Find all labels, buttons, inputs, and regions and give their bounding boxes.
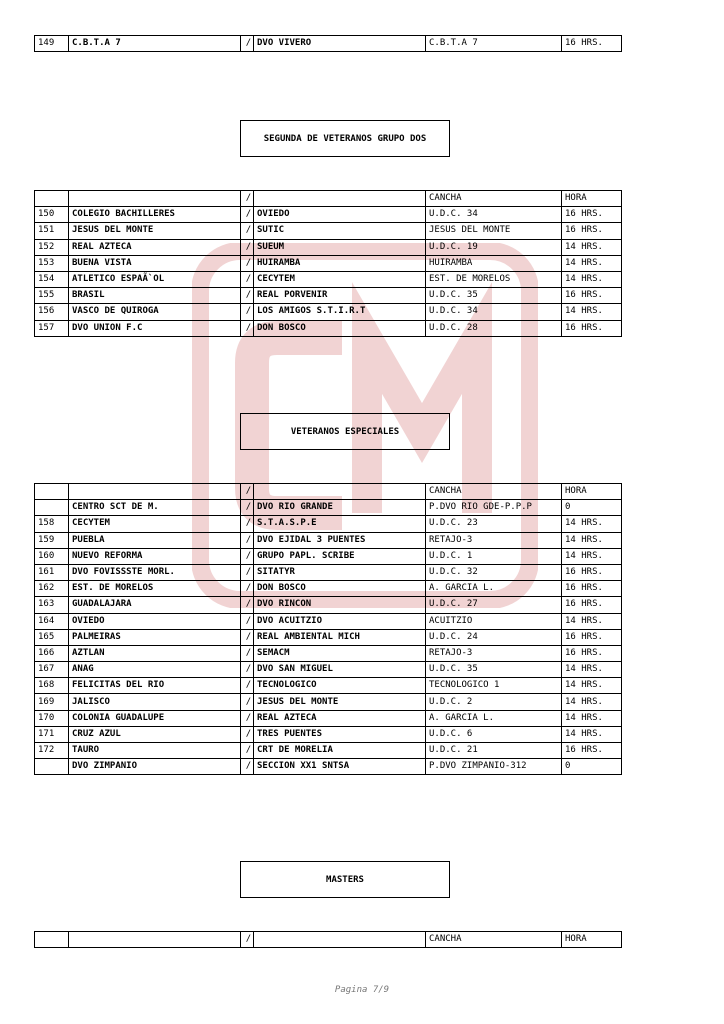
section-title-segunda-veteranos: SEGUNDA DE VETERANOS GRUPO DOS: [240, 120, 450, 157]
table-row: [35, 548, 622, 564]
table-row: [35, 726, 622, 742]
away-team-cell: TECNOLOGICO: [254, 678, 426, 694]
table-row: [35, 304, 622, 320]
home-team-cell: JESUS DEL MONTE: [69, 223, 241, 239]
table-row: [35, 516, 622, 532]
match-number-cell: [35, 500, 69, 516]
table-row: [35, 239, 622, 255]
home-team-cell: EST. DE MORELOS: [69, 581, 241, 597]
match-number-cell: 154: [35, 271, 69, 287]
time-cell: 16 HRS.: [562, 223, 622, 239]
page-footer: Pagina 7/9: [334, 985, 390, 995]
match-number-cell: [35, 191, 69, 207]
table-row: [35, 271, 622, 287]
match-number-cell: 158: [35, 516, 69, 532]
away-team-cell: JESUS DEL MONTE: [254, 694, 426, 710]
home-team-cell: BUENA VISTA: [69, 255, 241, 271]
away-team-cell: CRT DE MORELIA: [254, 743, 426, 759]
separator-cell: /: [241, 548, 254, 564]
table-row: [35, 532, 622, 548]
venue-cell: U.D.C. 34: [426, 207, 562, 223]
home-team-cell: COLONIA GUADALUPE: [69, 710, 241, 726]
away-team-cell: SITATYR: [254, 564, 426, 580]
time-cell: 14 HRS.: [562, 304, 622, 320]
time-cell: 16 HRS.: [562, 207, 622, 223]
away-team-cell: DVO SAN MIGUEL: [254, 662, 426, 678]
venue-cell: ACUITZIO: [426, 613, 562, 629]
venue-cell: A. GARCIA L.: [426, 710, 562, 726]
match-number-cell: 168: [35, 678, 69, 694]
away-team-cell: REAL AZTECA: [254, 710, 426, 726]
table-row: [35, 320, 622, 336]
match-number-cell: [35, 484, 69, 500]
away-team-cell: REAL PORVENIR: [254, 288, 426, 304]
time-cell: 14 HRS.: [562, 710, 622, 726]
match-number-cell: 151: [35, 223, 69, 239]
away-team-cell: SUTIC: [254, 223, 426, 239]
venue-cell: RETAJO-3: [426, 645, 562, 661]
masters-table: [34, 931, 622, 948]
match-number-cell: 153: [35, 255, 69, 271]
venue-cell: P.DVO RIO GDE-P.P.P: [426, 500, 562, 516]
table-row: [35, 694, 622, 710]
home-team-cell: [69, 191, 241, 207]
table-row: [35, 255, 622, 271]
match-number-cell: 155: [35, 288, 69, 304]
separator-cell: /: [241, 500, 254, 516]
venue-cell: U.D.C. 23: [426, 516, 562, 532]
venue-cell: TECNOLOGICO 1: [426, 678, 562, 694]
time-cell: 16 HRS.: [562, 645, 622, 661]
home-team-cell: ANAG: [69, 662, 241, 678]
match-number-cell: [35, 932, 69, 948]
venue-cell: U.D.C. 6: [426, 726, 562, 742]
separator-cell: /: [241, 743, 254, 759]
time-cell: 16 HRS.: [562, 320, 622, 336]
time-cell: 16 HRS.: [562, 629, 622, 645]
home-team-cell: CRUZ AZUL: [69, 726, 241, 742]
separator-cell: /: [241, 532, 254, 548]
home-team-cell: OVIEDO: [69, 613, 241, 629]
time-cell: 0: [562, 759, 622, 775]
match-number-cell: 167: [35, 662, 69, 678]
home-team-cell: DVO ZIMPANIO: [69, 759, 241, 775]
home-team-cell: CENTRO SCT DE M.: [69, 500, 241, 516]
separator-cell: /: [241, 288, 254, 304]
time-cell: 14 HRS.: [562, 548, 622, 564]
home-team-cell: TAURO: [69, 743, 241, 759]
match-number-cell: 157: [35, 320, 69, 336]
time-cell: 16 HRS.: [562, 564, 622, 580]
table-header-row: [35, 484, 622, 500]
away-team-cell: SECCION XX1 SNTSA: [254, 759, 426, 775]
away-team-cell: OVIEDO: [254, 207, 426, 223]
separator-cell: /: [241, 759, 254, 775]
venue-cell: EST. DE MORELOS: [426, 271, 562, 287]
separator-cell: /: [241, 304, 254, 320]
top-row-table: [34, 35, 622, 52]
home-team-cell: DVO UNION F.C: [69, 320, 241, 336]
time-cell: 14 HRS.: [562, 532, 622, 548]
venue-cell: U.D.C. 35: [426, 288, 562, 304]
table-header-row: [35, 191, 622, 207]
venue-cell: RETAJO-3: [426, 532, 562, 548]
separator-cell: /: [241, 932, 254, 948]
away-team-cell: REAL AMBIENTAL MICH: [254, 629, 426, 645]
veteranos-especiales-table: [34, 483, 622, 775]
separator-cell: /: [241, 678, 254, 694]
table-row: [35, 36, 622, 52]
separator-cell: /: [241, 516, 254, 532]
time-cell: 16 HRS.: [562, 288, 622, 304]
separator-cell: /: [241, 662, 254, 678]
away-team-cell: DVO RINCON: [254, 597, 426, 613]
separator-cell: /: [241, 726, 254, 742]
table-row: [35, 597, 622, 613]
time-cell: 16 HRS.: [562, 36, 622, 52]
separator-cell: /: [241, 271, 254, 287]
home-team-cell: JALISCO: [69, 694, 241, 710]
time-cell: 14 HRS.: [562, 662, 622, 678]
table-row: [35, 207, 622, 223]
separator-cell: /: [241, 645, 254, 661]
venue-cell: U.D.C. 34: [426, 304, 562, 320]
time-cell: 14 HRS.: [562, 613, 622, 629]
away-team-cell: HUIRAMBA: [254, 255, 426, 271]
away-team-cell: DON BOSCO: [254, 581, 426, 597]
time-cell: 16 HRS.: [562, 581, 622, 597]
home-team-cell: PUEBLA: [69, 532, 241, 548]
venue-cell: U.D.C. 24: [426, 629, 562, 645]
match-number-cell: 160: [35, 548, 69, 564]
table-row: [35, 500, 622, 516]
match-number-cell: 166: [35, 645, 69, 661]
match-number-cell: 156: [35, 304, 69, 320]
match-number-cell: 159: [35, 532, 69, 548]
away-team-cell: TRES PUENTES: [254, 726, 426, 742]
table-row: [35, 743, 622, 759]
match-number-cell: 169: [35, 694, 69, 710]
away-team-cell: [254, 191, 426, 207]
time-cell: 0: [562, 500, 622, 516]
home-team-cell: CECYTEM: [69, 516, 241, 532]
venue-cell: A. GARCIA L.: [426, 581, 562, 597]
time-cell: 16 HRS.: [562, 743, 622, 759]
time-cell: HORA: [562, 932, 622, 948]
separator-cell: /: [241, 484, 254, 500]
time-cell: 14 HRS.: [562, 694, 622, 710]
venue-cell: U.D.C. 2: [426, 694, 562, 710]
home-team-cell: [69, 484, 241, 500]
time-cell: HORA: [562, 191, 622, 207]
time-cell: HORA: [562, 484, 622, 500]
home-team-cell: GUADALAJARA: [69, 597, 241, 613]
separator-cell: /: [241, 223, 254, 239]
time-cell: 16 HRS.: [562, 597, 622, 613]
venue-cell: U.D.C. 21: [426, 743, 562, 759]
time-cell: 14 HRS.: [562, 678, 622, 694]
home-team-cell: AZTLAN: [69, 645, 241, 661]
home-team-cell: VASCO DE QUIROGA: [69, 304, 241, 320]
separator-cell: /: [241, 694, 254, 710]
away-team-cell: LOS AMIGOS S.T.I.R.T: [254, 304, 426, 320]
venue-cell: CANCHA: [426, 191, 562, 207]
section-title-masters: MASTERS: [240, 861, 450, 898]
home-team-cell: NUEVO REFORMA: [69, 548, 241, 564]
home-team-cell: BRASIL: [69, 288, 241, 304]
away-team-cell: SUEUM: [254, 239, 426, 255]
venue-cell: C.B.T.A 7: [426, 36, 562, 52]
separator-cell: /: [241, 239, 254, 255]
home-team-cell: [69, 932, 241, 948]
table-header-row: [35, 932, 622, 948]
top-row-body: [35, 36, 622, 52]
home-team-cell: COLEGIO BACHILLERES: [69, 207, 241, 223]
separator-cell: /: [241, 255, 254, 271]
table-row: [35, 662, 622, 678]
match-number-cell: 152: [35, 239, 69, 255]
venue-cell: HUIRAMBA: [426, 255, 562, 271]
separator-cell: /: [241, 36, 254, 52]
away-team-cell: [254, 484, 426, 500]
match-number-cell: 163: [35, 597, 69, 613]
away-team-cell: DVO EJIDAL 3 PUENTES: [254, 532, 426, 548]
time-cell: 14 HRS.: [562, 516, 622, 532]
separator-cell: /: [241, 320, 254, 336]
home-team-cell: PALMEIRAS: [69, 629, 241, 645]
match-number-cell: 150: [35, 207, 69, 223]
match-number-cell: 165: [35, 629, 69, 645]
table-row: [35, 613, 622, 629]
home-team-cell: ATLETICO ESPAÃ`OL: [69, 271, 241, 287]
segunda-veteranos-table: [34, 190, 622, 337]
venue-cell: U.D.C. 19: [426, 239, 562, 255]
home-team-cell: FELICITAS DEL RIO: [69, 678, 241, 694]
venue-cell: CANCHA: [426, 484, 562, 500]
venue-cell: U.D.C. 35: [426, 662, 562, 678]
table-row: [35, 629, 622, 645]
table-row: [35, 564, 622, 580]
separator-cell: /: [241, 191, 254, 207]
separator-cell: /: [241, 597, 254, 613]
away-team-cell: SEMACM: [254, 645, 426, 661]
time-cell: 14 HRS.: [562, 255, 622, 271]
away-team-cell: CECYTEM: [254, 271, 426, 287]
separator-cell: /: [241, 710, 254, 726]
match-number-cell: 149: [35, 36, 69, 52]
away-team-cell: DVO VIVERO: [254, 36, 426, 52]
venue-cell: P.DVO ZIMPANIO-312: [426, 759, 562, 775]
separator-cell: /: [241, 613, 254, 629]
away-team-cell: GRUPO PAPL. SCRIBE: [254, 548, 426, 564]
match-number-cell: 170: [35, 710, 69, 726]
table-row: [35, 759, 622, 775]
table-row: [35, 581, 622, 597]
match-number-cell: 161: [35, 564, 69, 580]
venue-cell: U.D.C. 27: [426, 597, 562, 613]
match-number-cell: 171: [35, 726, 69, 742]
match-number-cell: [35, 759, 69, 775]
separator-cell: /: [241, 629, 254, 645]
time-cell: 14 HRS.: [562, 239, 622, 255]
separator-cell: /: [241, 207, 254, 223]
table-row: [35, 678, 622, 694]
home-team-cell: DVO FOVISSSTE MORL.: [69, 564, 241, 580]
away-team-cell: DVO ACUITZIO: [254, 613, 426, 629]
venue-cell: CANCHA: [426, 932, 562, 948]
separator-cell: /: [241, 581, 254, 597]
venue-cell: U.D.C. 1: [426, 548, 562, 564]
section-title-veteranos-especiales: VETERANOS ESPECIALES: [240, 413, 450, 450]
match-number-cell: 162: [35, 581, 69, 597]
away-team-cell: DON BOSCO: [254, 320, 426, 336]
home-team-cell: REAL AZTECA: [69, 239, 241, 255]
match-number-cell: 164: [35, 613, 69, 629]
table-row: [35, 645, 622, 661]
away-team-cell: S.T.A.S.P.E: [254, 516, 426, 532]
venue-cell: JESUS DEL MONTE: [426, 223, 562, 239]
time-cell: 14 HRS.: [562, 726, 622, 742]
away-team-cell: [254, 932, 426, 948]
venue-cell: U.D.C. 32: [426, 564, 562, 580]
time-cell: 14 HRS.: [562, 271, 622, 287]
table-row: [35, 288, 622, 304]
table-row: [35, 710, 622, 726]
home-team-cell: C.B.T.A 7: [69, 36, 241, 52]
away-team-cell: DVO RIO GRANDE: [254, 500, 426, 516]
venue-cell: U.D.C. 28: [426, 320, 562, 336]
match-number-cell: 172: [35, 743, 69, 759]
table-row: [35, 223, 622, 239]
separator-cell: /: [241, 564, 254, 580]
